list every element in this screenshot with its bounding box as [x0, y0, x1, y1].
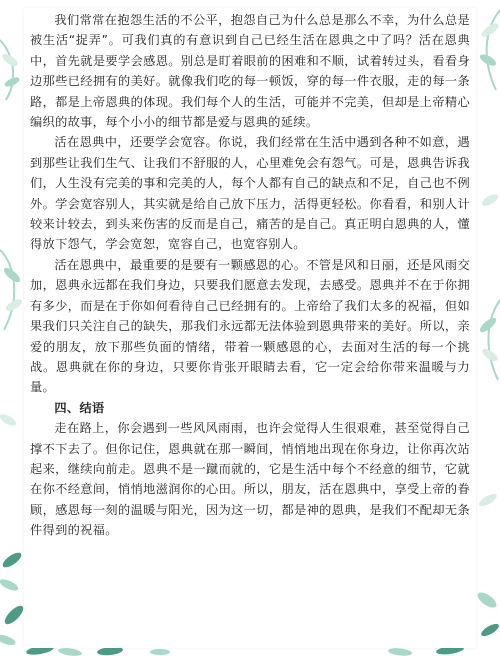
section-heading-conclusion: 四、结语 — [54, 400, 105, 415]
paragraph-conclusion: 走在路上，你会遇到一些风风雨雨，也许会觉得人生很艰难，甚至觉得自己撑不下去了。但你记住，恩典就在那一瞬间，悄悄地出现在你身边，让你再次站起来，继续向前走。恩典不是一蹴而就的，它是生活中每个不经意的细节，它就在你不经意间，悄悄地滋润你的心田。所以，朋友，活在恩典中，享受上帝的眷顾，感恩每一刻的温暖与阳光，因为这一切，都是神的恩典，是我们不配却无条件得到的祝福。 — [30, 421, 470, 538]
document-page — [24, 8, 476, 648]
document-body — [30, 10, 470, 541]
leaf-decoration-right-icon — [472, 0, 500, 656]
paragraph-gratitude-intro: 我们常常在抱怨生活的不公平，抱怨自己为什么总是那么不幸，为什么总是被生活“捉弄”。可我们真的有意识到自己已经生活在恩典之中了吗？活在恩典中，首先就是要学会感恩。别总是盯着眼前的困难和不顺，试着转过头，看看身边那些已经拥有的美好。就像我们吃的每一顿饭，穿的每一件衣服，走的每一条路，都是上帝恩典的体现。我们每个人的生活，可能并不完美，但却是上帝精心编织的故事，每个小小的细节都是爱与恩典的延续。 — [30, 13, 470, 130]
paragraph-thankful-heart: 活在恩典中，最重要的是要有一颗感恩的心。不管是风和日丽，还是风雨交加，恩典永远都在我们身边，只要我们愿意去发现，去感受。恩典并不在于你拥有多少，而是在于你如何看待自己已经拥有的。上帝给了我们太多的祝福，但如果我们只关注自己的缺失，那我们永远都无法体验到恩典带来的美好。所以，亲爱的朋友，放下那些负面的情绪，带着一颗感恩的心，去面对生活的每一个挑战。恩典就在你的身边，只要你肯张开眼睛去看，它一定会给你带来温暖与力量。 — [30, 257, 470, 395]
paragraph-forgiveness: 活在恩典中，还要学会宽容。你说，我们经常在生活中遇到各种不如意，遇到那些让我们生气、让我们不舒服的人，心里难免会有怨气。可是，恩典告诉我们，人生没有完美的事和完美的人，每个人都有自己的缺点和不足，自己也不例外。学会宽容别人，其实就是给自己放下压力，活得更轻松。你看看，和别人计较来计较去，到头来伤害的反而是自己，痛苦的是自己。真正明白恩典的人，懂得放下怨气，学会宽恕，宽容自己，也宽容别人。 — [30, 135, 470, 252]
